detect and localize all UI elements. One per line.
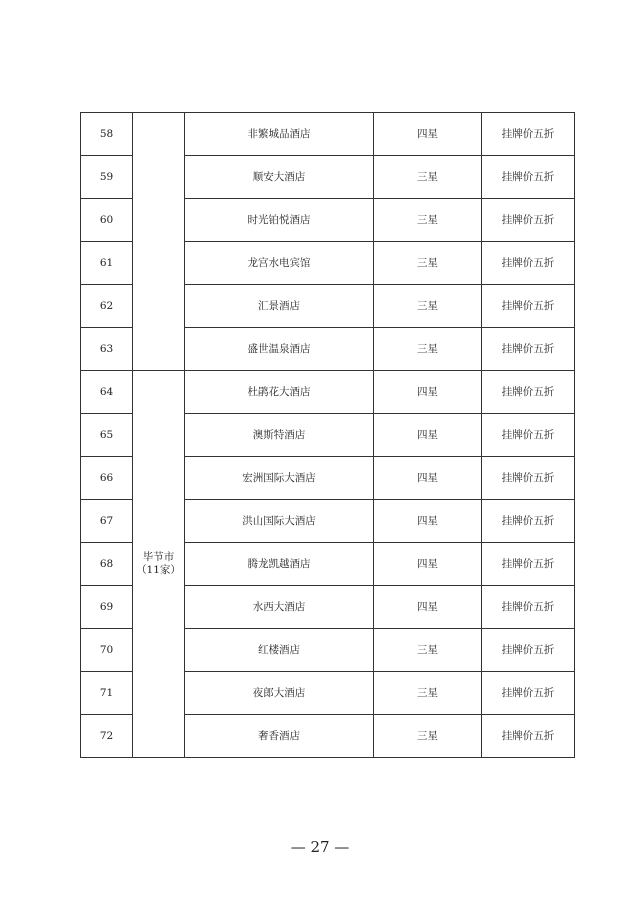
- discount-cell: 挂牌价五折: [482, 457, 575, 500]
- star-rating-cell: 三星: [374, 672, 482, 715]
- discount-cell: 挂牌价五折: [482, 543, 575, 586]
- star-rating-cell: 四星: [374, 500, 482, 543]
- star-rating-cell: 三星: [374, 715, 482, 758]
- row-number-cell: 64: [81, 371, 133, 414]
- row-number-cell: 67: [81, 500, 133, 543]
- star-rating-cell: 四星: [374, 113, 482, 156]
- hotel-name-cell: 汇景酒店: [185, 285, 374, 328]
- row-number-cell: 66: [81, 457, 133, 500]
- hotel-name-cell: 杜鹃花大酒店: [185, 371, 374, 414]
- city-name: 毕节市: [142, 551, 175, 564]
- hotel-table-body: [81, 113, 575, 758]
- row-number-cell: 71: [81, 672, 133, 715]
- discount-cell: 挂牌价五折: [482, 586, 575, 629]
- row-number-cell: 69: [81, 586, 133, 629]
- star-rating-cell: 四星: [374, 414, 482, 457]
- discount-cell: 挂牌价五折: [482, 414, 575, 457]
- discount-cell: 挂牌价五折: [482, 113, 575, 156]
- hotel-name-cell: 奢香酒店: [185, 715, 374, 758]
- hotel-name-cell: 盛世温泉酒店: [185, 328, 374, 371]
- star-rating-cell: 四星: [374, 586, 482, 629]
- hotel-name-cell: 夜郎大酒店: [185, 672, 374, 715]
- table-row: [81, 113, 575, 156]
- hotel-name-cell: 宏洲国际大酒店: [185, 457, 374, 500]
- star-rating-cell: 四星: [374, 371, 482, 414]
- row-number-cell: 58: [81, 113, 133, 156]
- hotel-name-cell: 时光铂悦酒店: [185, 199, 374, 242]
- star-rating-cell: 四星: [374, 457, 482, 500]
- row-number-cell: 68: [81, 543, 133, 586]
- hotel-name-cell: 洪山国际大酒店: [185, 500, 374, 543]
- discount-cell: 挂牌价五折: [482, 371, 575, 414]
- discount-cell: 挂牌价五折: [482, 328, 575, 371]
- city-group-cell: [133, 371, 185, 758]
- hotel-name-cell: 龙宫水电宾馆: [185, 242, 374, 285]
- discount-cell: 挂牌价五折: [482, 500, 575, 543]
- hotel-name-cell: 顺安大酒店: [185, 156, 374, 199]
- star-rating-cell: 三星: [374, 199, 482, 242]
- star-rating-cell: 三星: [374, 285, 482, 328]
- city-cell-empty: [133, 113, 185, 371]
- hotel-name-cell: 非繁城品酒店: [185, 113, 374, 156]
- row-number-cell: 61: [81, 242, 133, 285]
- star-rating-cell: 三星: [374, 242, 482, 285]
- discount-cell: 挂牌价五折: [482, 156, 575, 199]
- table-row: [81, 371, 575, 414]
- hotel-name-cell: 红楼酒店: [185, 629, 374, 672]
- row-number-cell: 59: [81, 156, 133, 199]
- discount-cell: 挂牌价五折: [482, 672, 575, 715]
- row-number-cell: 65: [81, 414, 133, 457]
- page-number: — 27 —: [290, 838, 350, 856]
- row-number-cell: 63: [81, 328, 133, 371]
- hotel-name-cell: 水西大酒店: [185, 586, 374, 629]
- row-number-cell: 72: [81, 715, 133, 758]
- discount-cell: 挂牌价五折: [482, 285, 575, 328]
- row-number-cell: 62: [81, 285, 133, 328]
- discount-cell: 挂牌价五折: [482, 629, 575, 672]
- star-rating-cell: 三星: [374, 629, 482, 672]
- star-rating-cell: 四星: [374, 543, 482, 586]
- hotel-table: [80, 112, 575, 758]
- discount-cell: 挂牌价五折: [482, 242, 575, 285]
- city-count: （11家）: [136, 564, 181, 576]
- row-number-cell: 60: [81, 199, 133, 242]
- discount-cell: 挂牌价五折: [482, 199, 575, 242]
- star-rating-cell: 三星: [374, 328, 482, 371]
- star-rating-cell: 三星: [374, 156, 482, 199]
- hotel-name-cell: 澳斯特酒店: [185, 414, 374, 457]
- hotel-name-cell: 腾龙凯越酒店: [185, 543, 374, 586]
- discount-cell: 挂牌价五折: [482, 715, 575, 758]
- row-number-cell: 70: [81, 629, 133, 672]
